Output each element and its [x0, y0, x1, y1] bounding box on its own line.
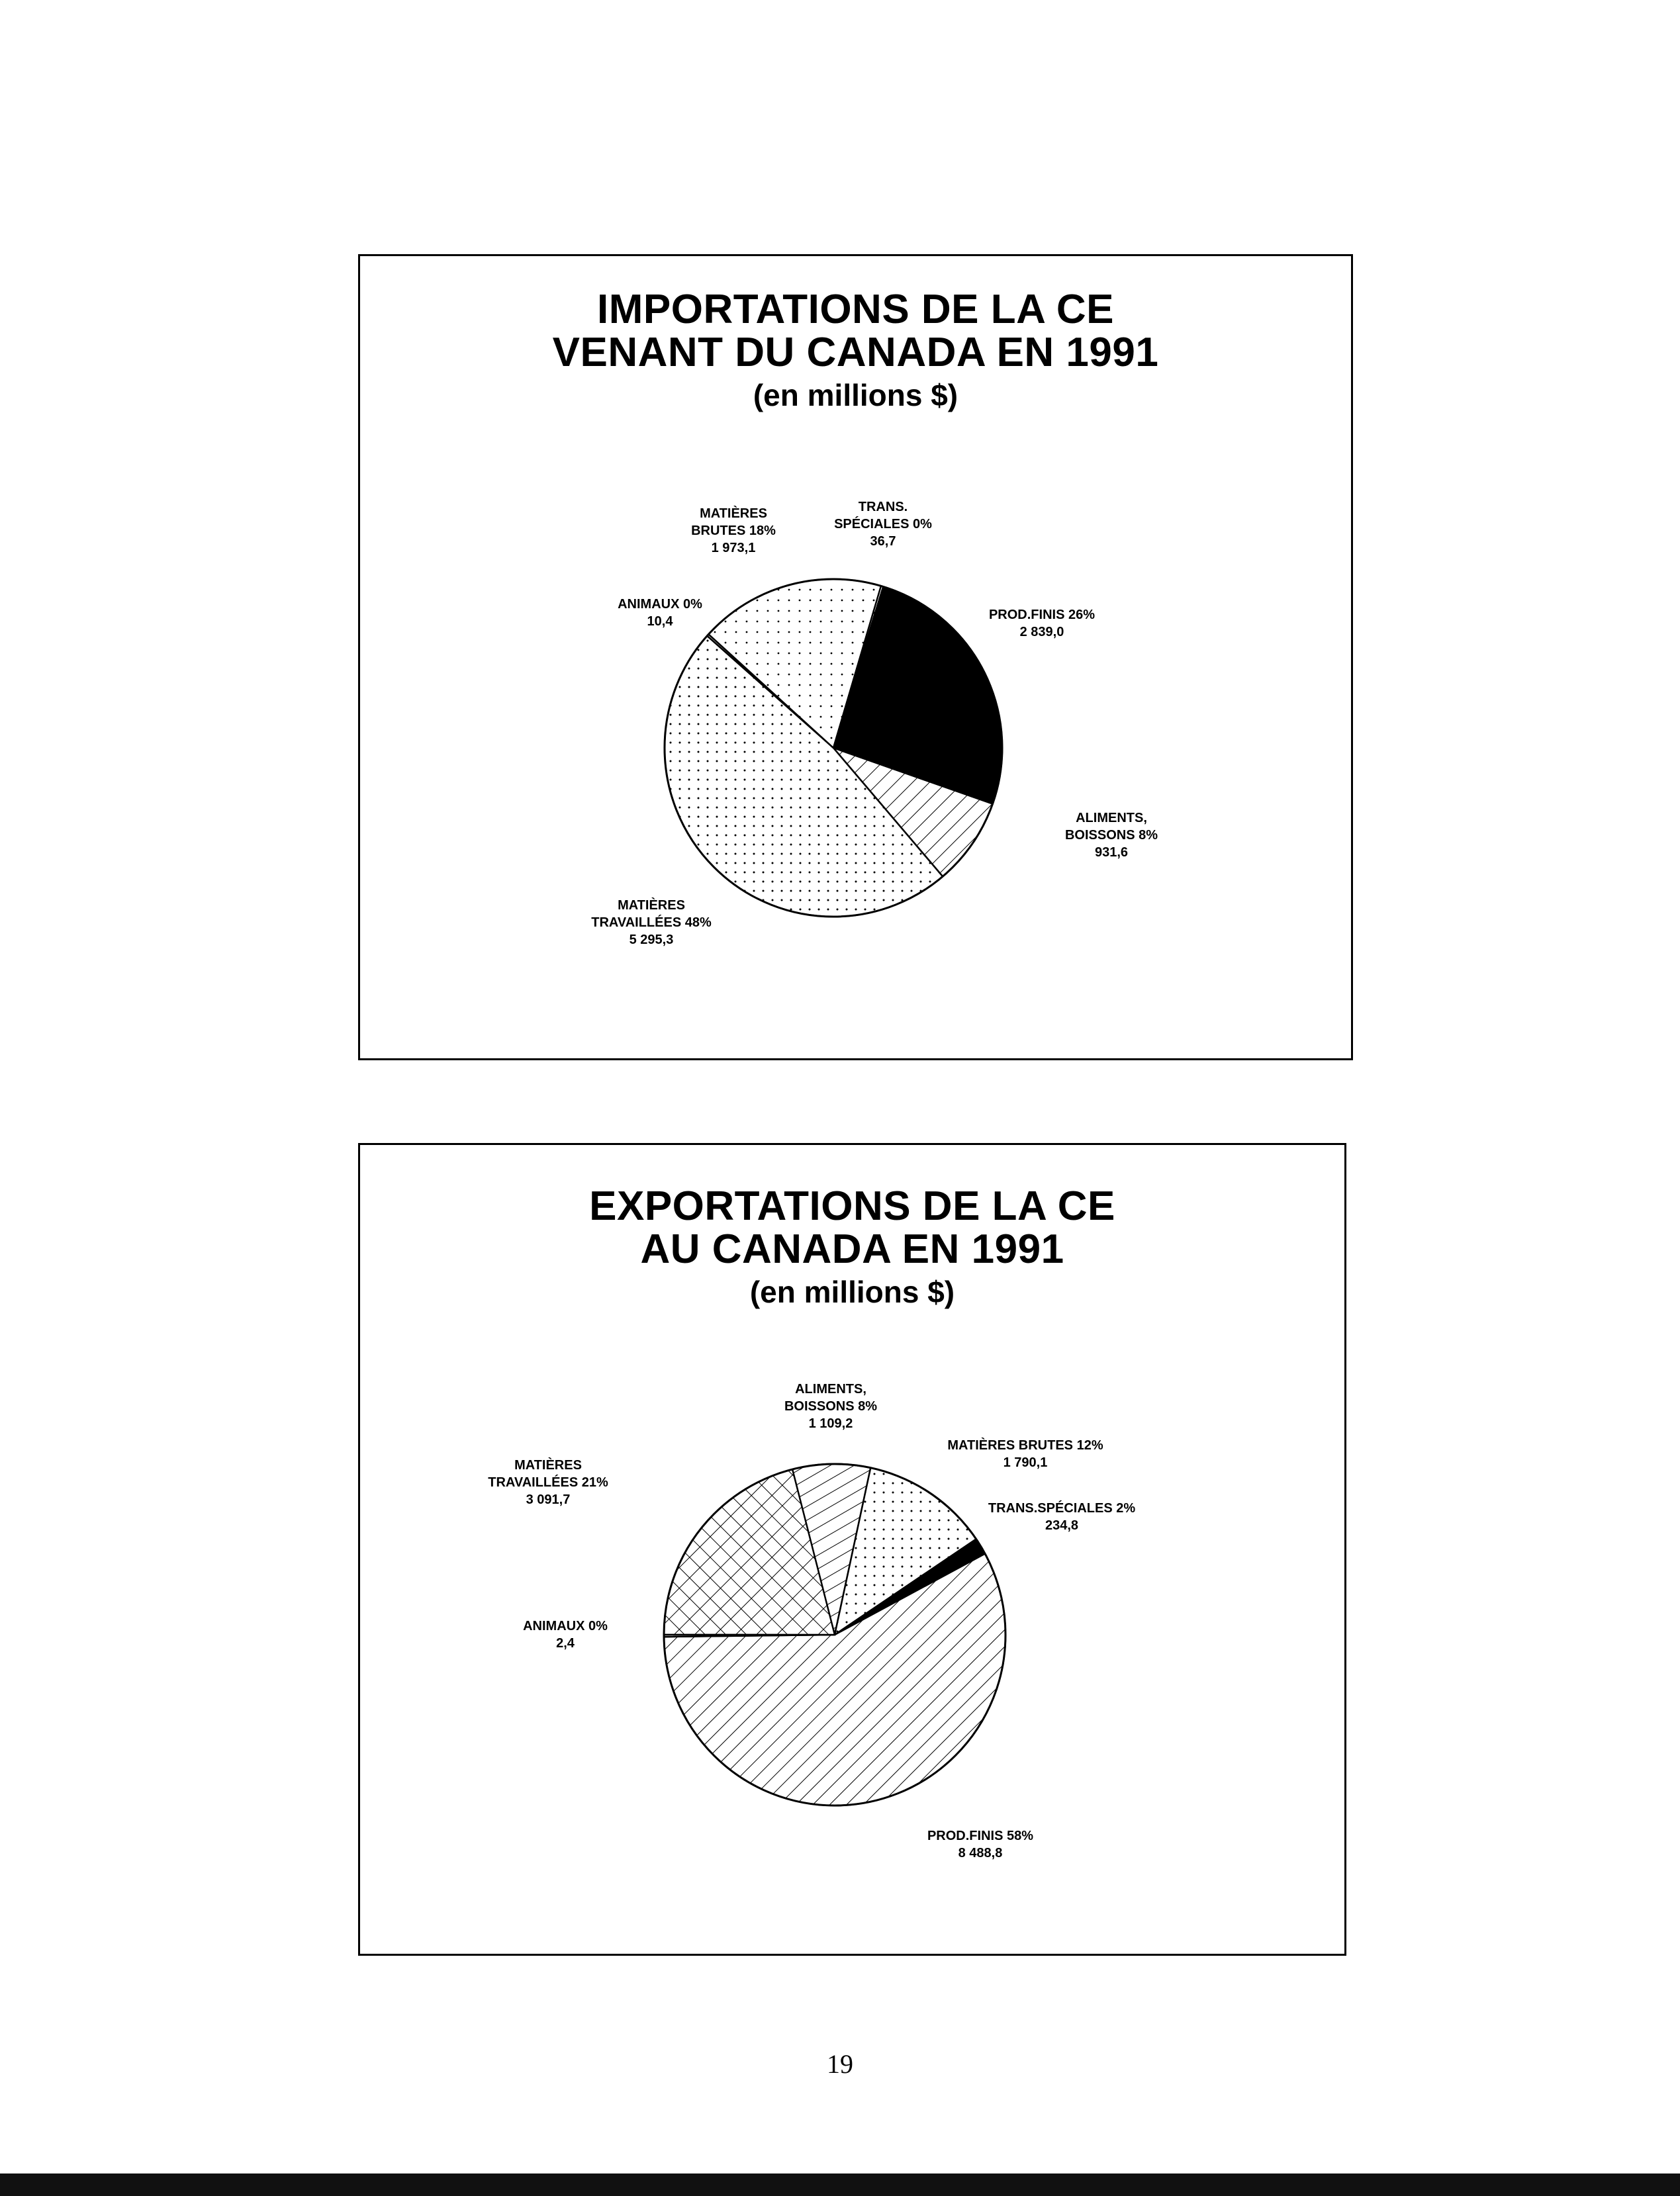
exp-slice-value: 8 488,8 [958, 1846, 1003, 1860]
exp-label-trans-speciales-2 [988, 1500, 1135, 1533]
imp-slice-name: BOISSONS 8% [1064, 828, 1158, 843]
page-number: 19 [827, 2049, 853, 2079]
exp-slice-name: MATIÈRES [514, 1458, 582, 1473]
imp-slice-name: MATIÈRES [618, 898, 685, 913]
imp-slice-value: 10,4 [647, 614, 673, 629]
imp-slice-value: 5 295,3 [629, 933, 674, 947]
exp-slice-value: 1 790,1 [1003, 1455, 1048, 1470]
exp-label-prod-finis-58 [927, 1829, 1033, 1860]
imp-slice-name: ANIMAUX 0% [618, 597, 702, 612]
exp-slice-name: MATIÈRES BRUTES 12% [947, 1438, 1103, 1453]
imp-label-prod-finis-26 [989, 608, 1095, 639]
exports-chart-panel [358, 1143, 1346, 1956]
exports-chart-subtitle: (en millions $) [749, 1275, 955, 1310]
imports-chart-subtitle: (en millions $) [753, 378, 958, 413]
exp-slice-value: 3 091,7 [526, 1492, 571, 1507]
exp-label-animaux-0 [523, 1619, 608, 1651]
exports-title-line-2: AU CANADA EN 1991 [640, 1226, 1064, 1273]
exp-label-aliments-boissons-8 [784, 1382, 877, 1431]
imp-label-matieres-brutes-18 [691, 506, 776, 555]
exp-slice-value: 1 109,2 [808, 1416, 853, 1431]
exp-label-matieres-travaillees-21 [488, 1457, 608, 1507]
exp-slice-name: TRAVAILLÉES 21% [488, 1475, 608, 1490]
imp-slice-name: ALIMENTS, [1076, 811, 1147, 825]
imp-slice-name: MATIÈRES [700, 506, 767, 521]
exp-slice-name: ANIMAUX 0% [523, 1619, 608, 1633]
exp-slice-value: 234,8 [1045, 1518, 1079, 1533]
imp-label-aliments-boissons-8 [1065, 811, 1158, 860]
scan-bottom-edge [0, 2173, 1680, 2196]
imp-slice-name: TRANS. [858, 500, 908, 514]
exports-pie-chart [360, 1145, 1348, 1958]
imp-slice-value: 1 973,1 [711, 541, 756, 555]
imports-title-line-1: IMPORTATIONS DE LA CE [597, 287, 1114, 332]
imp-label-matieres-travaillees-48 [591, 897, 712, 947]
imp-slice-name: PROD.FINIS 26% [988, 608, 1096, 622]
imp-slice-name: TRAVAILLÉES 48% [591, 915, 712, 930]
imp-label-animaux-0 [618, 597, 702, 629]
exports-title-line-1: EXPORTATIONS DE LA CE [589, 1183, 1115, 1229]
imports-title-line-2: VENANT DU CANADA EN 1991 [552, 330, 1159, 376]
exp-slice-name: ALIMENTS, [795, 1382, 866, 1396]
imp-label-trans-speciales-0 [834, 500, 932, 549]
imports-chart-panel [358, 254, 1353, 1060]
exp-slice-value: 2,4 [556, 1636, 575, 1651]
imp-slice-value: 36,7 [870, 534, 896, 549]
exp-slice-name: PROD.FINIS 58% [927, 1829, 1034, 1843]
imp-slice-value: 2 839,0 [1019, 625, 1064, 639]
imp-slice-name: BRUTES 18% [691, 524, 776, 538]
exp-slice-name: TRANS.SPÉCIALES 2% [988, 1501, 1136, 1516]
imp-slice-value: 931,6 [1094, 845, 1129, 860]
exp-label-matieres-brutes-12 [947, 1438, 1103, 1470]
exp-slice-name: BOISSONS 8% [784, 1399, 878, 1414]
imports-pie-chart [360, 256, 1355, 1062]
imp-slice-name: SPÉCIALES 0% [834, 517, 932, 531]
